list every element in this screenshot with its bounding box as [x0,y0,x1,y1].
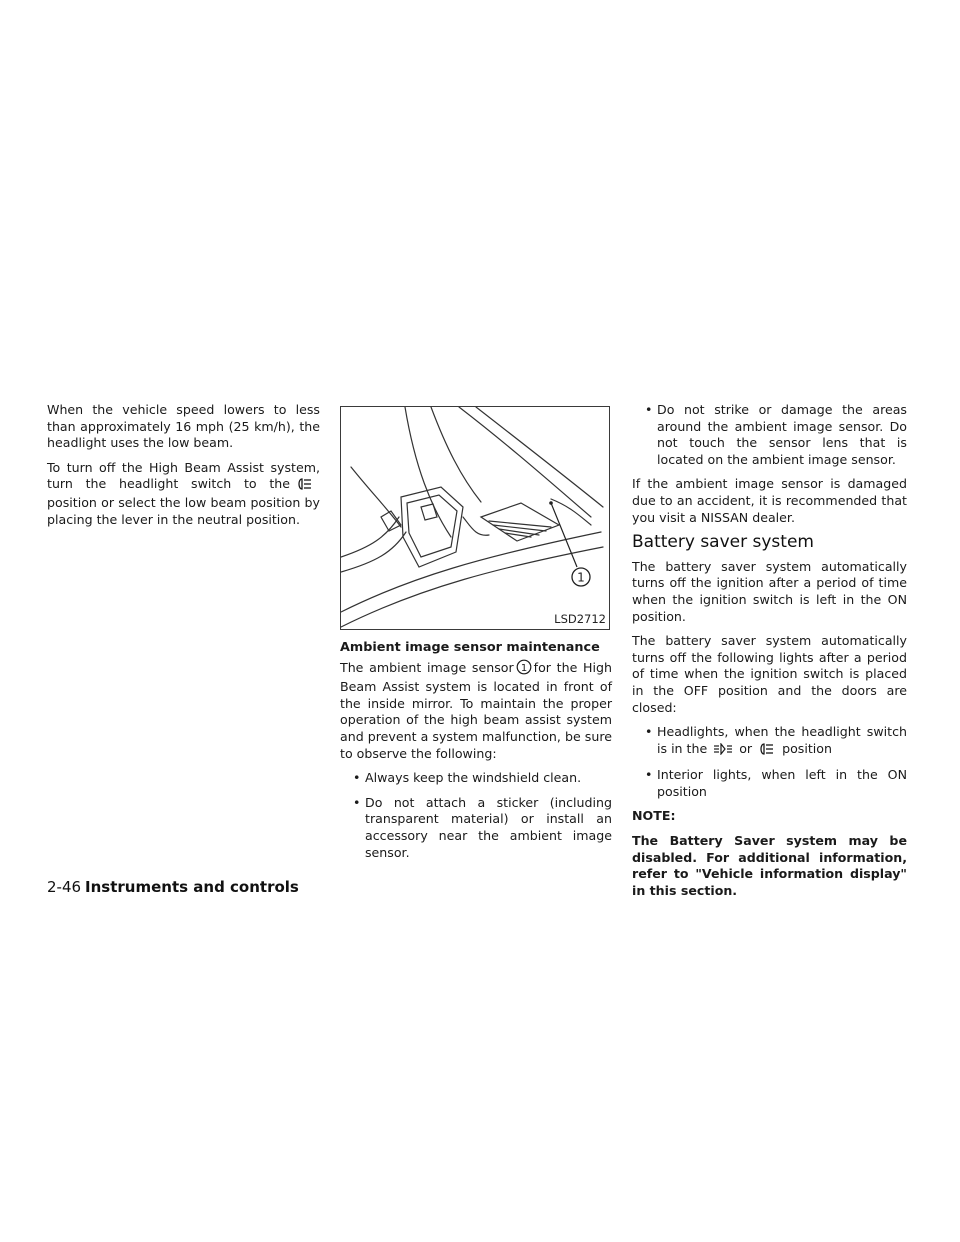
list-item: • Do not strike or damage the areas around the ambient image sensor. Do not touch the sensor lens that is located on the ambient image sensor. [632,402,907,468]
figure-callout: 1 [577,570,585,585]
column-left [47,402,320,536]
auto-headlight-icon [713,743,733,760]
sensor-maintenance-heading: Ambient image sensor maintenance [340,640,600,655]
list-item [632,724,907,759]
auto-headlight-icon [296,478,314,495]
turn-off-text-after: position or select the low beam position by placing the lever in the neutral position. [47,494,320,527]
headlights-or-text: or [739,740,753,756]
note-label: NOTE: [632,808,676,824]
turn-off-paragraph [47,460,320,528]
column-right [632,402,907,907]
battery-saver-title: Battery saver system [632,532,814,553]
battery-saver-bullet-list [632,724,907,800]
headlight-icon [758,743,776,760]
callout-1-icon [516,659,532,680]
list-item: • Do not attach a sticker (including transparent material) or install an accessory near the ambient image sensor. [340,795,612,861]
page-footer [47,878,299,896]
turn-off-text-before: To turn off the High Beam Assist system, turn the headlight switch to the [47,459,320,492]
note-text: The Battery Saver system may be disabled. For additional information, refer to "Vehicle information display" in this section. [632,833,907,898]
figure-code: LSD2712 [554,612,606,627]
headlights-text-before: Headlights, when the headlight switch is in the [657,724,907,756]
sensor-intro-before: The ambient image sensor [340,659,514,675]
column-middle [340,406,612,869]
sensor-bullet-list [340,770,612,861]
page-number: 2-46 [47,878,82,896]
sensor-intro-after: for the High Beam Assist system is located in front of the inside mirror. To maintain the proper operation of the high beam assist system and prevent a system malfunction, be sure to observe the following: [340,659,612,761]
headlights-text-after: position [782,740,832,756]
sensor-illustration [340,406,610,630]
list-item: • Always keep the windshield clean. [340,770,612,787]
windshield-sensor-drawing [341,407,609,629]
svg-text:1: 1 [520,662,527,674]
battery-saver-paragraph-2: The battery saver system automatically turns off the following lights after a period of time when the ignition switch is placed in the OFF position and the doors are closed: [632,633,907,715]
battery-saver-paragraph-1: The battery saver system automatically turns off the ignition after a period of time when the ignition switch is left in the ON position. [632,558,907,624]
sensor-bullet-list-continued [632,402,907,468]
sensor-intro-paragraph [340,659,612,763]
chapter-title: Instruments and controls [85,878,299,896]
list-item: • Interior lights, when left in the ON position [632,767,907,800]
speed-paragraph: When the vehicle speed lowers to less than approximately 16 mph (25 km/h), the headlight uses the low beam. [47,402,320,451]
sensor-damage-paragraph: If the ambient image sensor is damaged due to an accident, it is recommended that you visit a NISSAN dealer. [632,476,907,525]
